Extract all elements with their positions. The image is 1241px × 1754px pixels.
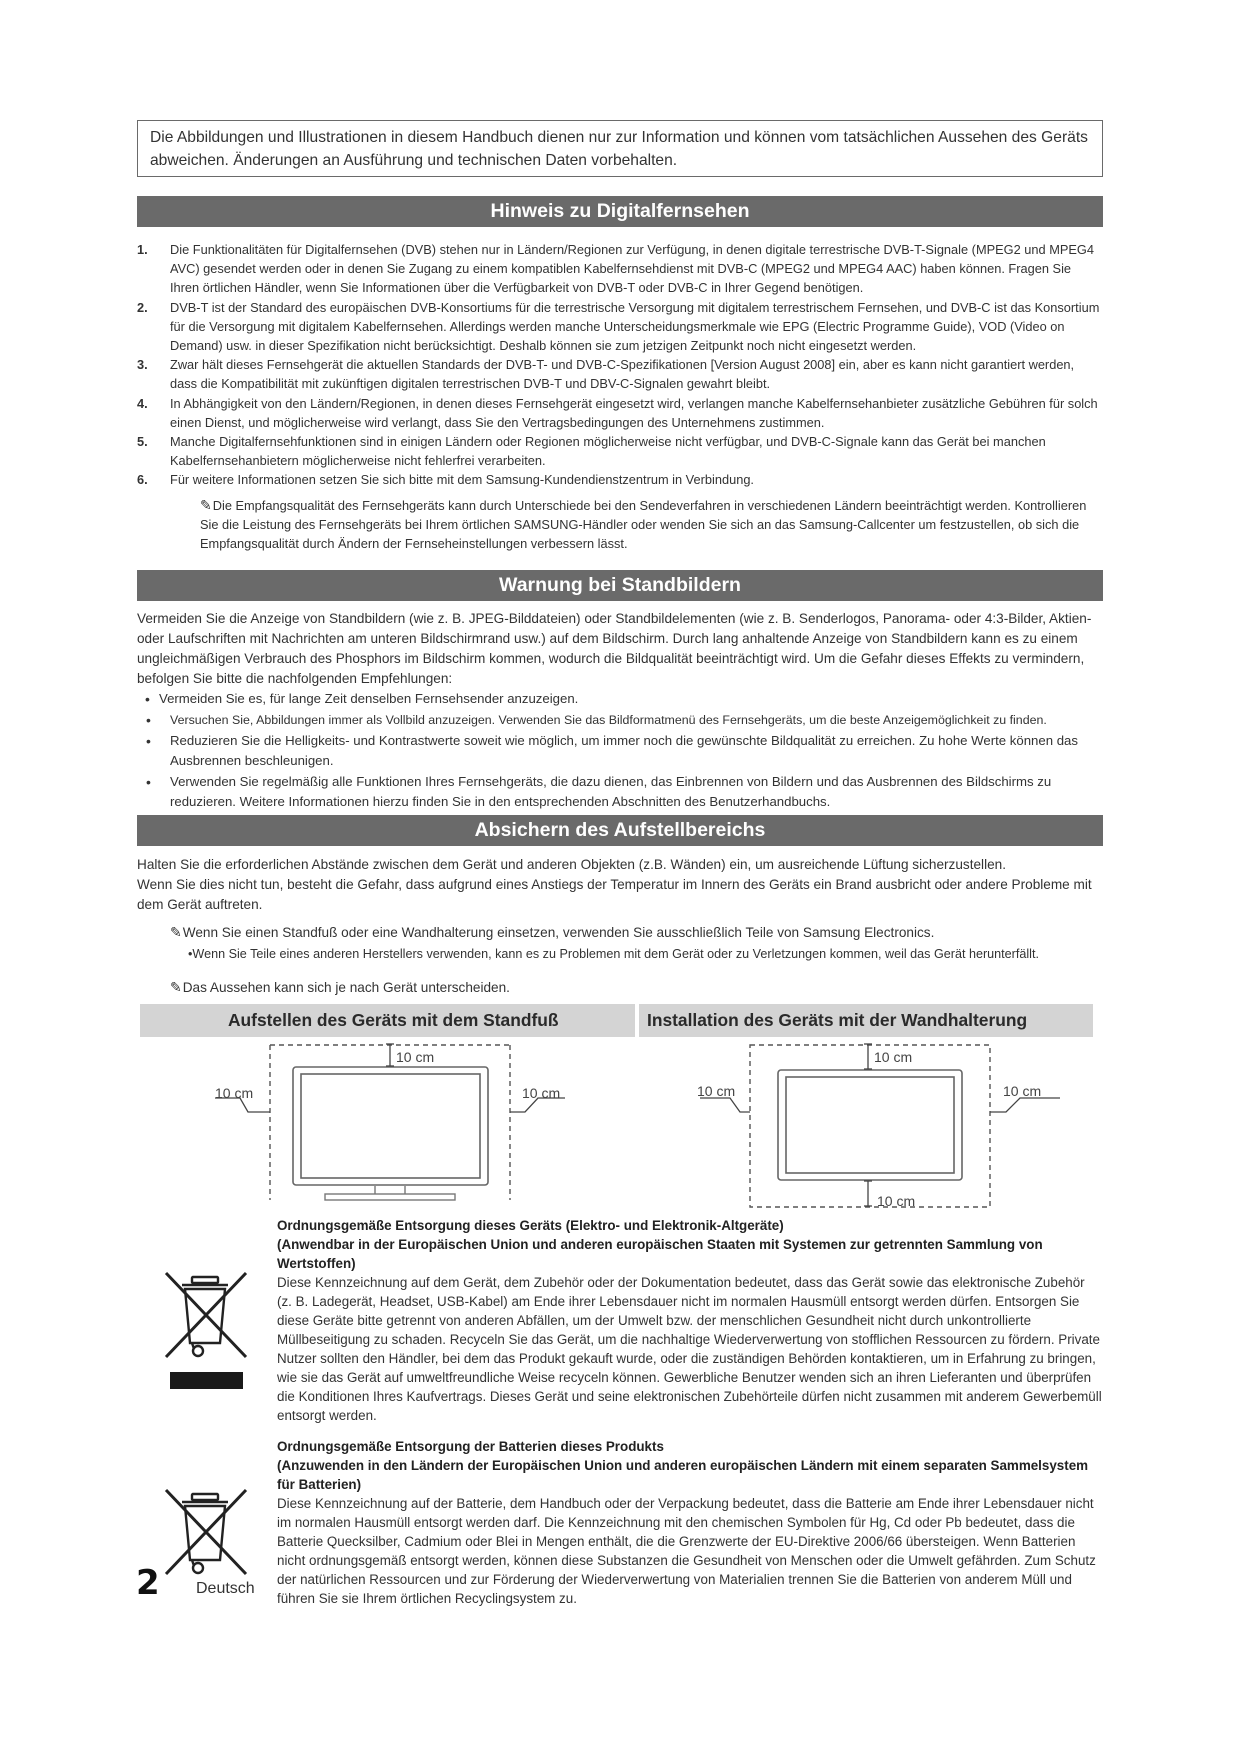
note-text: Die Empfangsqualität des Fernsehgeräts kann durch Unterschiede bei den Sendeverfahren in verschiedenen Ländern beeinträchtigt werden. Kontrollieren Sie die Leistung des Fernsehgeräts bei Ihrem örtlichen SAMSUNG-Händler oder wenden Sie sich an das Samsung-Callcenter um festzustellen, ob sich die Empfangsqualität durch Ändern der Fernseheinstellungen verbessern lässt. [200,498,1087,552]
battery-text: Diese Kennzeichnung auf der Batterie, dem Handbuch oder der Verpackung bedeutet, dass die Batterie am Ende ihrer Lebensdauer nicht im normalen Hausmüll entsorgt werden darf. Die Kennzeichnung mit den chemischen Symbolen für Hg, Cd oder Pb bedeutet, dass die Batterie Quecksilber, Cadmium oder Blei in Mengen enthält, die die Grenzwerte der EU-Direktive 2006/66 übersteigen. Wenn Batterien nicht ordnungsgemäß entsorgt werden, können diese Substanzen die Gesundheit von Menschen oder die Umwelt gefährden. Zum Schutz der natürlichen Ressourcen und zur Förderung der Wiederverwertung von Materialien trennen Sie die Batterien von anderem Müll und führen Sie sie Ihrem örtlichen Recyclingsystem zu. [277,1496,1096,1606]
setup-paragraph-1: Halten Sie die erforderlichen Abstände zwischen dem Gerät und anderen Objekten (z.B. Wänden) ein, um ausreichende Lüftung sicherzustellen. [137,857,1006,872]
disclaimer-text: Die Abbildungen und Illustrationen in diesem Handbuch dienen nur zur Information und können vom tatsächlichen Aussehen des Geräts abweichen. Änderungen an Ausführung und technischen Daten vorbehalten. [150,129,1088,169]
bullet-item [137,772,1103,812]
stand-left-clearance-label: 10 cm [215,1085,254,1101]
bullet-item [137,689,1103,709]
wall-right-clearance-label: 10 cm [1003,1083,1042,1099]
weee-text: Diese Kennzeichnung auf dem Gerät, dem Zubehör oder der Dokumentation bedeutet, dass das Gerät sowie das elektronische Zubehör (z. B. Ladegerät, Headset, USB-Kabel) am Ende ihrer Lebensdauer nicht im normalen Hausmüll entsorgt werden dürfen. Entsorgen Sie diese Geräte bitte getrennt von anderen Abfällen, um der Umwelt bzw. der menschlichen Gesundheit nicht durch unkontrollierte Müllbeseitigung zu schaden. Recyceln Sie das Gerät, um die nachhaltige Wiederverwertung von stofflichen Ressourcen zu fördern. Private Nutzer sollten den Händler, bei dem das Produkt gekauft wurde, oder die zuständigen Behörden kontaktieren, um in Erfahrung zu bringen, wie sie das Gerät auf umweltfreundliche Weise recyceln können. Gewerbliche Benutzer wenden sich an ihren Lieferanten und überprüfen die Konditionen Ihres Kaufvertrags. Dieses Gerät und seine elektronischen Zubehörteile dürfen nicht zusammen mit anderem Gewerbemüll entsorgt werden. [277,1275,1102,1423]
bullet-dot-icon: • [146,712,151,728]
weee-marking-bar [170,1372,243,1389]
list-item [137,432,1103,470]
bullet-item [137,731,1103,771]
section-title: Warnung bei Standbildern [499,574,741,596]
installation-header-divider [635,1004,639,1037]
page-language: Deutsch [196,1580,255,1597]
setup-note-1 [170,922,1103,943]
note-text: Das Aussehen kann sich je nach Gerät unterscheiden. [182,980,510,995]
bullet-dot-icon: • [146,733,151,749]
item-text: Für weitere Informationen setzen Sie sich bitte mit dem Samsung-Kundendienstzentrum in Verbindung. [170,472,754,488]
item-number: 5. [137,434,148,450]
bullet-text: Verwenden Sie regelmäßig alle Funktionen Ihres Fernsehgeräts, die dazu dienen, das Einbrennen von Bildern und das Ausbrennen des Bildschirms zu reduzieren. Weitere Informationen hierzu finden Sie in den entsprechenden Abschnitten des Benutzerhandbuchs. [170,774,1052,809]
setup-note-1-sub [188,944,1103,964]
battery-title: Ordnungsgemäße Entsorgung der Batterien dieses Produkts [277,1439,664,1454]
wall-bottom-clearance-label: 10 cm [877,1193,916,1209]
stand-install-title: Aufstellen des Geräts mit dem Standfuß [228,1010,559,1030]
bullet-dot-icon: • [146,774,151,790]
wall-mount-clearance-diagram [690,1040,1070,1215]
item-text: Zwar hält dieses Fernsehgerät die aktuellen Standards der DVB-T- und DVB-C-Spezifikationen [Version August 2008] ein, aber es kann nicht garantiert werden, dass die Kompatibilität mit zukünftigen digitalen terrestrischen DVB-T und DBV-C-Signalen gewahrt bleibt. [170,357,1075,392]
item-number: 3. [137,357,148,373]
note-pencil-icon: ✎ [200,497,212,513]
section-title: Absichern des Aufstellbereichs [474,819,766,841]
setup-paragraph-2: Wenn Sie dies nicht tun, besteht die Gefahr, dass aufgrund eines Anstiegs der Temperatur im Innern des Geräts ein Brand ausbricht oder andere Probleme mit dem Gerät auftreten. [137,877,1092,912]
item-text: In Abhängigkeit von den Ländern/Regionen, in denen dieses Fernsehgerät eingesetzt wird, verlangen manche Kabelfernsehanbieter zusätzliche Gebühren für solch einen Dienst, und möglicherweise wird verlangt, dass Sie den Vertragsbedingungen des Unternehmens zustimmen. [170,395,1098,430]
list-item [137,394,1103,432]
crossed-out-bin-icon [158,1265,253,1365]
list-item [137,470,1103,489]
list-item [137,298,1103,356]
note-pencil-icon: ✎ [170,924,182,940]
setup-note-2 [170,977,1103,998]
warning-bullet-list [137,689,1103,813]
bullet-text: Versuchen Sie, Abbildungen immer als Vollbild anzuzeigen. Verwenden Sie das Bildformatmenü des Fernsehgeräts, um die beste Anzeigemöglichkeit zu finden. [170,713,1047,727]
wall-top-clearance-label: 10 cm [874,1049,913,1065]
stand-top-clearance-label: 10 cm [396,1049,435,1065]
weee-disposal-block [277,1216,1103,1425]
item-number: 2. [137,299,148,315]
battery-subtitle: (Anzuwenden in den Ländern der Europäischen Union und anderen europäischen Ländern mit einem separaten Sammelsystem für Batterien) [277,1458,1089,1492]
warning-paragraph: Vermeiden Sie die Anzeige von Standbildern (wie z. B. JPEG-Bilddateien) oder Standbildelementen (wie z. B. Senderlogos, Panorama- oder 4:3-Bilder, Aktien- oder Laufschriften mit Nachrichten am unteren Bildschirmrand usw.) auf dem Bildschirm. Durch lang anhaltende Anzeige von Standbildern kann es zu einem ungleichmäßigen Verbrauch des Phosphors im Bildschirm kommen, wodurch die Bildqualität beeinträchtigt wird. Um die Gefahr dieses Effekts zu vermindern, befolgen Sie bitte die nachfolgenden Empfehlungen: [137,611,1092,686]
bullet-text: Reduzieren Sie die Helligkeits- und Kontrastwerte soweit wie möglich, um immer noch die gewünschte Bildqualität zu erreichen. Zu hohe Werte können das Ausbrennen beschleunigen. [170,733,1078,768]
section-header-setup-area [137,815,1103,846]
battery-crossed-out-bin-icon [158,1482,253,1582]
note-sub-text: Wenn Sie Teile eines anderen Herstellers verwenden, kann es zu Problemen mit dem Gerät oder zu Verletzungen kommen, weil das Gerät herunterfällt. [192,947,1039,961]
note-pencil-icon: ✎ [170,979,182,995]
item-number: 6. [137,472,148,488]
section-header-still-image-warning [137,570,1103,601]
weee-title: Ordnungsgemäße Entsorgung dieses Geräts (Elektro- und Elektronik-Altgeräte) [277,1218,784,1233]
stand-clearance-diagram [200,1040,580,1210]
item-text: Manche Digitalfernsehfunktionen sind in einigen Ländern oder Regionen möglicherweise nicht verfügbar, und DVB-C-Signale kann das Gerät bei manchen Kabelfernsehanbietern möglicherweise nicht fehlerfrei verarbeiten. [170,434,1046,469]
bullet-dot-icon: • [145,691,150,707]
digital-tv-list [137,240,1103,490]
disclaimer-box [137,120,1103,177]
page-number: 2 [136,1563,160,1603]
section-title: Hinweis zu Digitalfernsehen [490,200,750,222]
item-number: 4. [137,395,148,411]
item-number: 1. [137,242,148,257]
item-text: DVB-T ist der Standard des europäischen DVB-Konsortiums für die terrestrische Versorgung mit digitalem terrestrischem Fernsehen, und DVB-C ist das Konsortium für die Versorgung mit digitalem Kabelfernsehen. Allerdings werden manche Unterscheidungsmerkmale wie EPG (Electric Programme Guide), VOD (Video on Demand) usw. in dieser Spezifikation nicht berücksichtigt. Deshalb können sie zum jetzigen Zeitpunkt noch nicht eingesetzt werden. [170,299,1100,354]
bullet-text: Vermeiden Sie es, für lange Zeit denselben Fernsehsender anzuzeigen. [159,691,579,706]
bullet-dot-icon: • [188,947,193,961]
note-text: Wenn Sie einen Standfuß oder eine Wandhalterung einsetzen, verwenden Sie ausschließlich Teile von Samsung Electronics. [182,925,935,940]
wall-left-clearance-label: 10 cm [697,1083,736,1099]
battery-disposal-block [277,1437,1103,1608]
list-item [137,355,1103,393]
digital-tv-note [200,496,1103,554]
item-text: Die Funktionalitäten für Digitalfernsehen (DVB) stehen nur in Ländern/Regionen zur Verfügung, in denen digitale terrestrische DVB-T-Signale (MPEG2 und MPEG4 AVC) gesendet werden oder in denen Sie Zugang zu einem kompatiblen Kabelfernsehdienst mit DVB-C (MPEG2 und MPEG4 AAC) haben können. Fragen Sie Ihren örtlichen Händler, wenn Sie Informationen über die Verfügbarkeit von DVB-T oder DVB-C in Ihrer Gegend benötigen. [170,242,1095,296]
weee-subtitle: (Anwendbar in der Europäischen Union und anderen europäischen Staaten mit Systemen zur getrennten Sammlung von Wertstoffen) [277,1237,1043,1271]
list-item [137,240,1103,298]
wall-install-title: Installation des Geräts mit der Wandhalterung [647,1010,1028,1030]
section-header-digital-tv [137,196,1103,227]
bullet-item [137,710,1103,730]
setup-paragraphs [137,855,1103,915]
stand-right-clearance-label: 10 cm [522,1085,561,1101]
